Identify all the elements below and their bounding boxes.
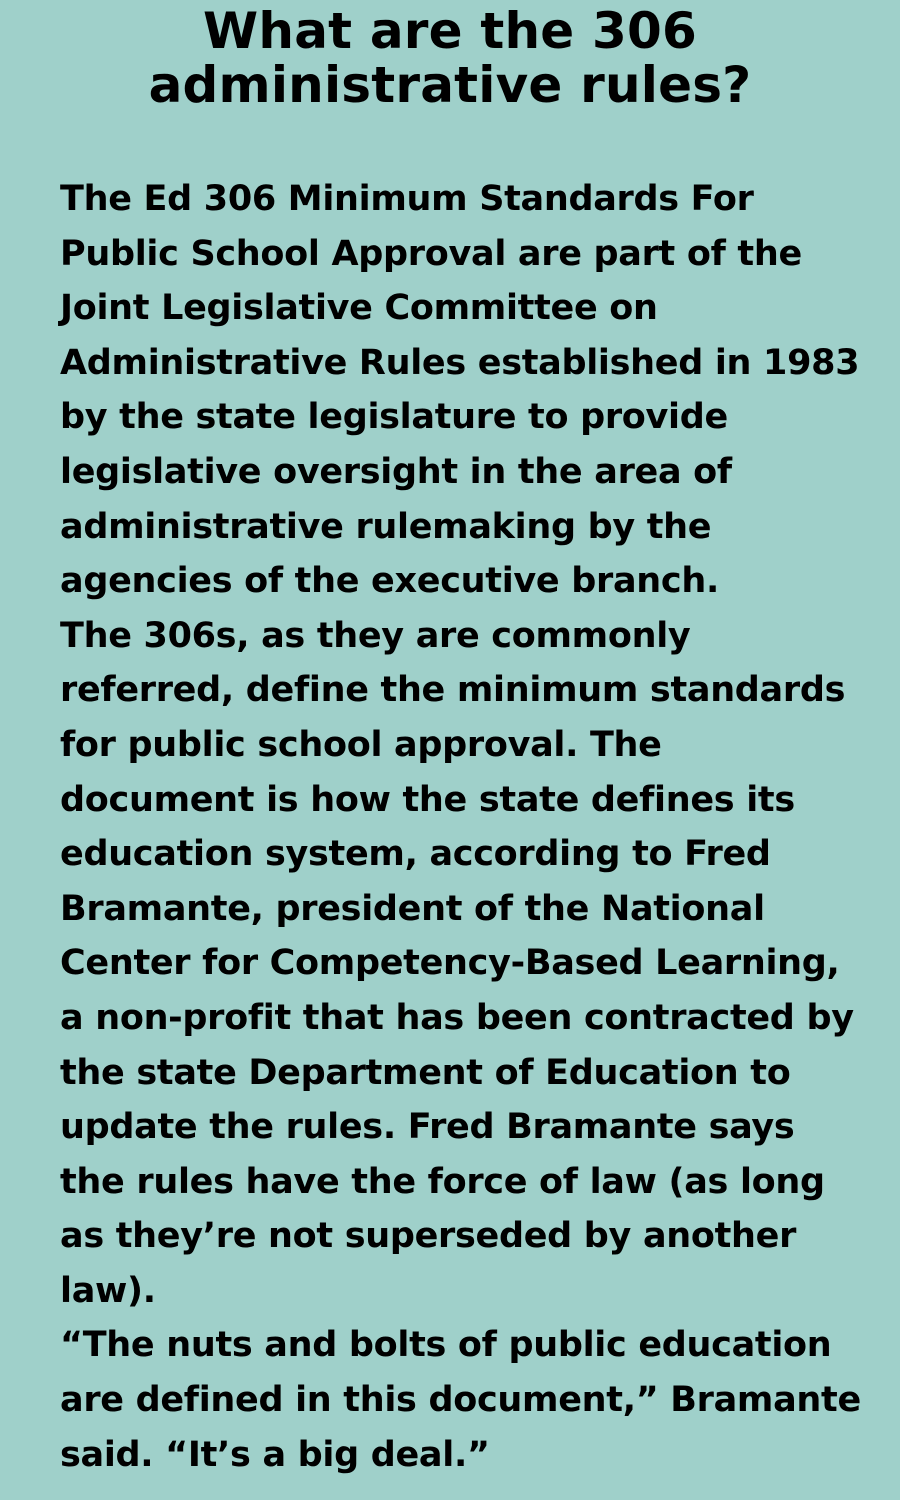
text-line: as they’re not superseded by another <box>60 1216 797 1257</box>
title-line: administrative rules? <box>148 56 752 114</box>
text-line: referred, define the minimum standards <box>60 670 846 711</box>
text-line: administrative rulemaking by the <box>60 506 712 547</box>
text-line: law). <box>60 1270 156 1311</box>
text-line: agencies of the executive branch. <box>60 561 719 602</box>
text-line: The Ed 306 Minimum Standards For <box>60 179 754 219</box>
text-line: Center for Competency-Based Learning, <box>60 943 840 984</box>
paragraph-definition <box>60 172 872 609</box>
paragraph-quote <box>60 1318 872 1482</box>
text-line: “The nuts and bolts of public education <box>60 1325 832 1366</box>
text-line: are defined in this document,” Bramante <box>60 1380 861 1421</box>
text-line: Bramante, president of the National <box>60 888 765 929</box>
title-line: What are the 306 <box>203 2 697 60</box>
text-line: a non-profit that has been contracted by <box>60 997 854 1038</box>
text-line: legislative oversight in the area of <box>60 451 732 492</box>
text-line: Joint Legislative Committee on <box>60 288 658 329</box>
text-line: The 306s, as they are commonly <box>60 615 691 656</box>
article-body <box>60 172 872 1482</box>
text-line: the state Department of Education to <box>60 1052 791 1093</box>
paragraph-explanation <box>60 609 872 1319</box>
text-line: by the state legislature to provide <box>60 397 728 438</box>
text-line: document is how the state defines its <box>60 779 795 820</box>
text-line: Administrative Rules established in 1983 <box>60 342 860 383</box>
text-line: the rules have the force of law (as long <box>60 1161 825 1202</box>
text-line: said. “It’s a big deal.” <box>60 1434 490 1475</box>
text-line: Public School Approval are part of the <box>60 233 802 274</box>
text-line: for public school approval. The <box>60 724 662 765</box>
page-title <box>0 4 900 112</box>
text-line: education system, according to Fred <box>60 834 771 875</box>
text-line: update the rules. Fred Bramante says <box>60 1107 795 1148</box>
